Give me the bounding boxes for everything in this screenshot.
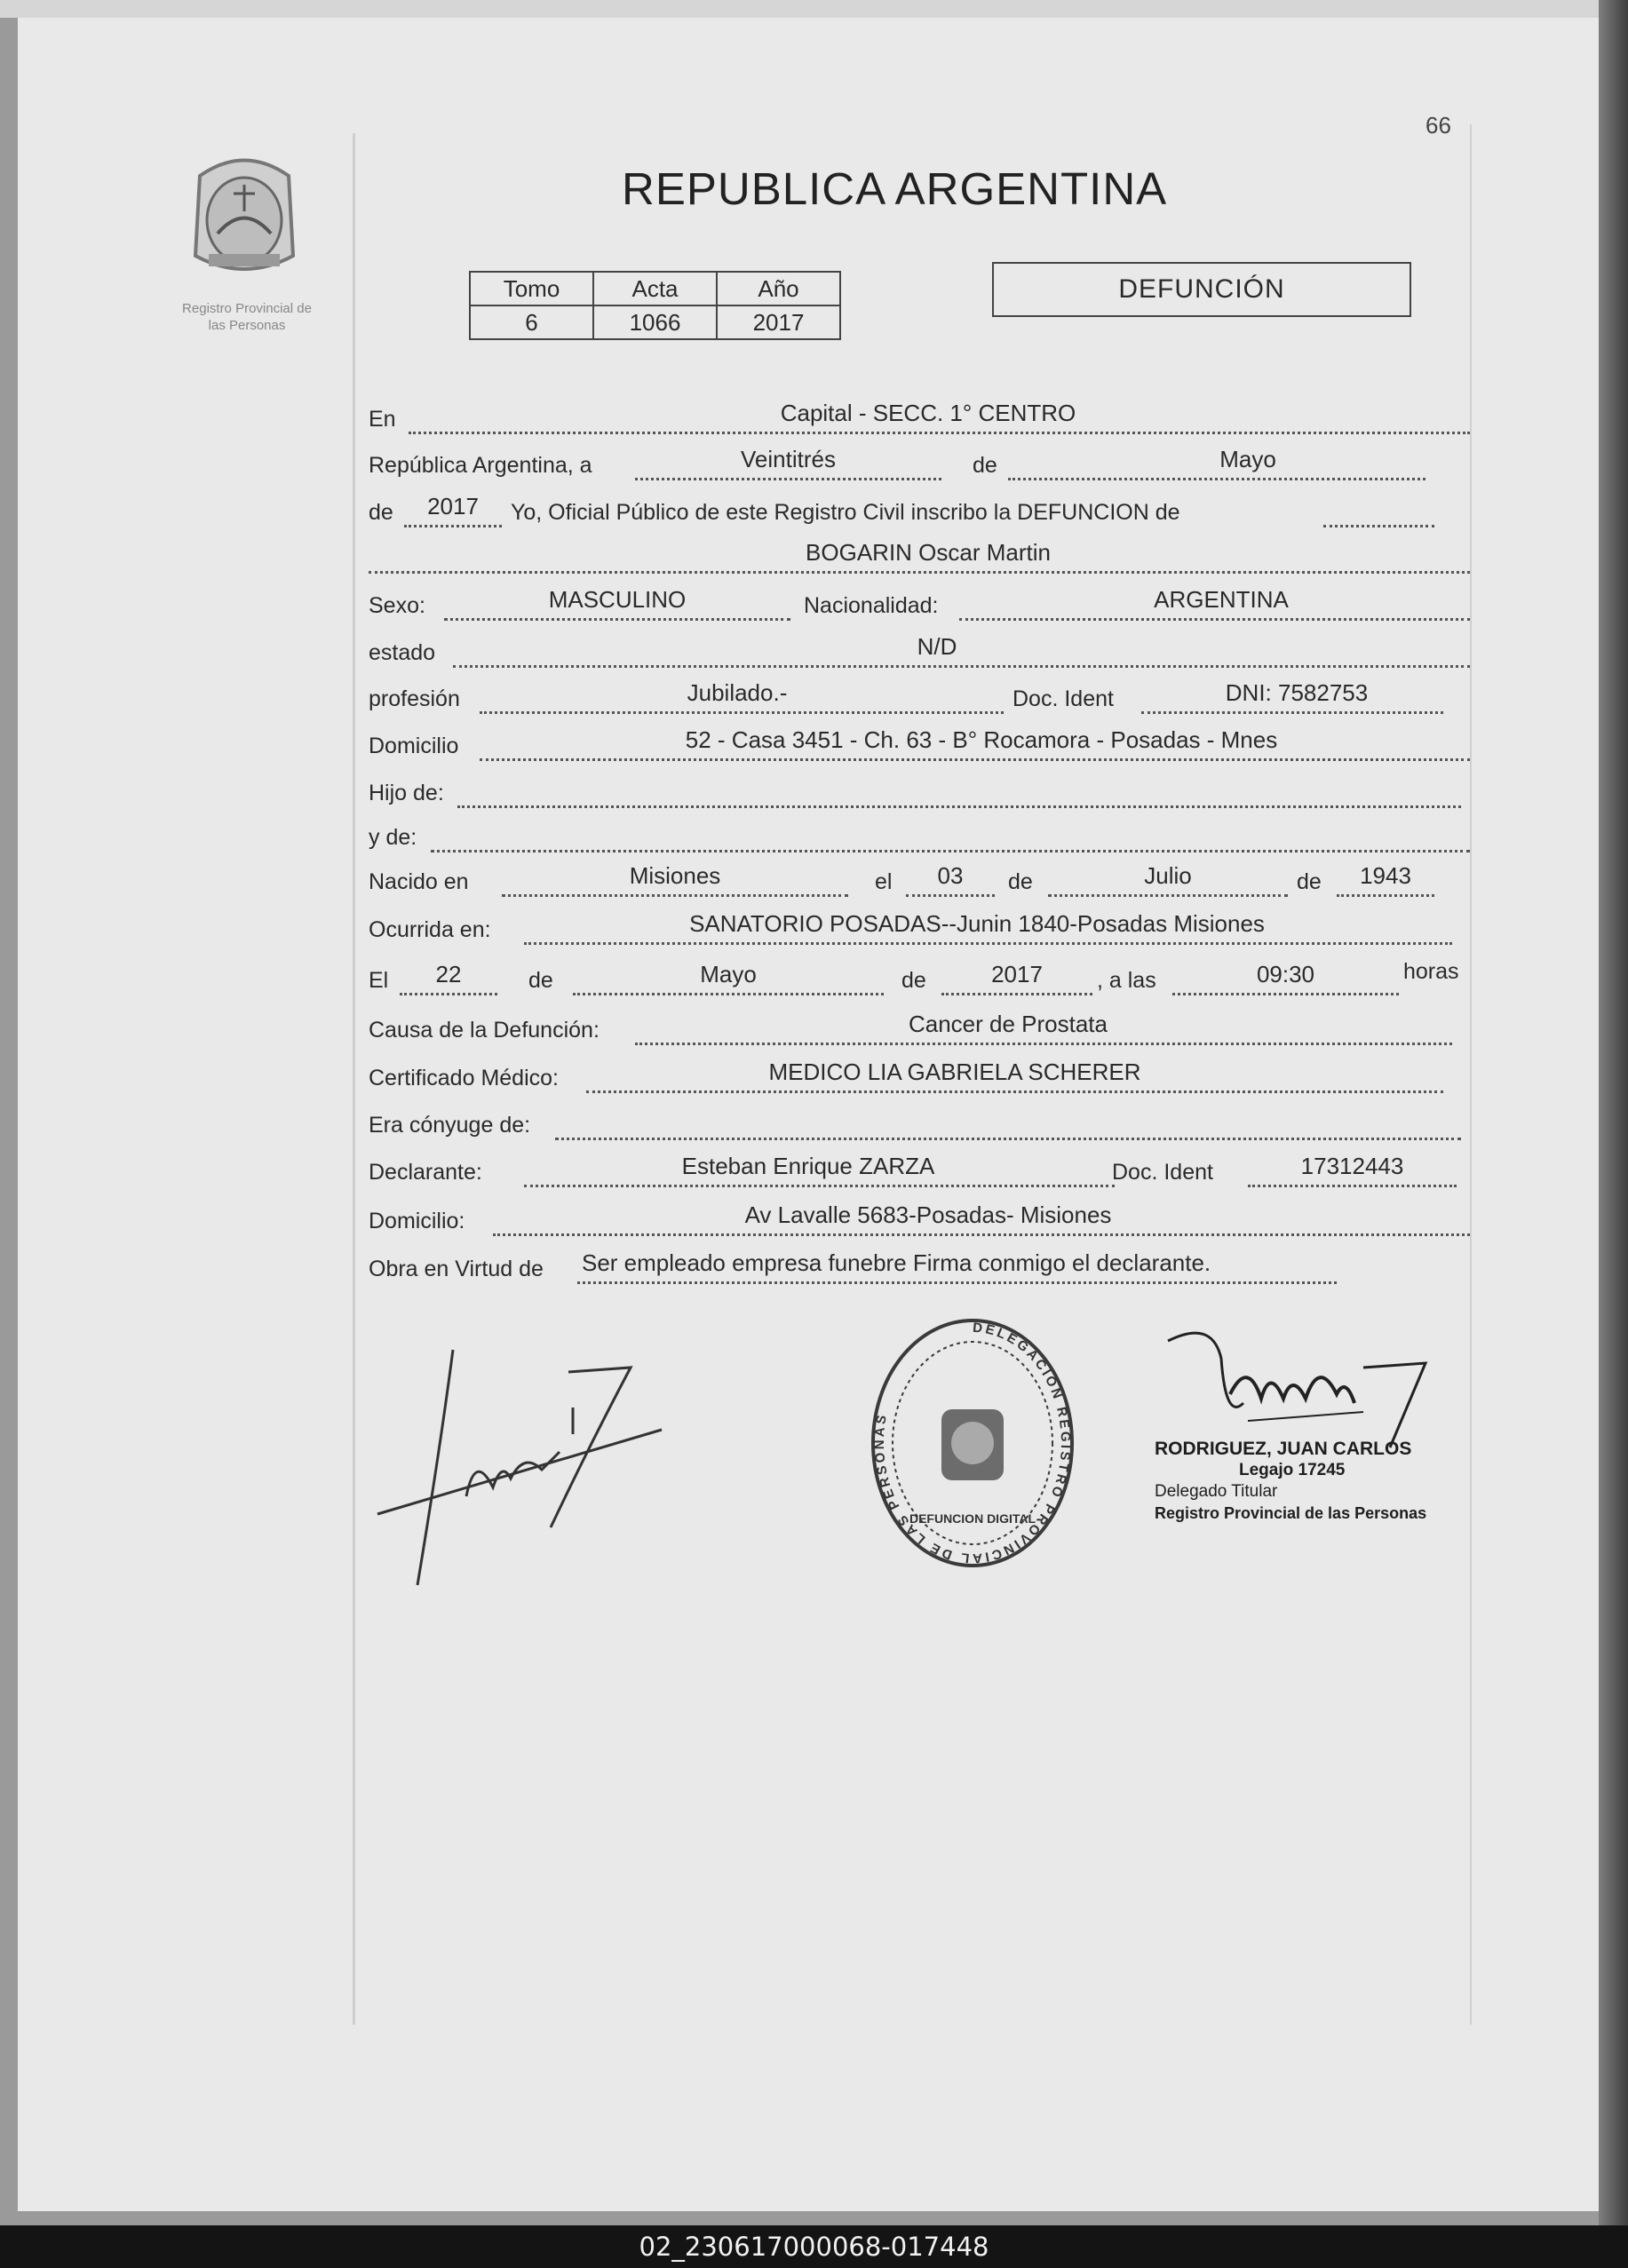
alas-label: , a las xyxy=(1097,968,1156,993)
nacionalidad-label: Nacionalidad: xyxy=(804,593,939,618)
republica-label: República Argentina, a xyxy=(369,453,592,478)
nacido-lugar-dotted-line xyxy=(502,894,848,897)
conyuge-dotted-line xyxy=(555,1138,1461,1140)
nacido-el-label: el xyxy=(875,869,893,894)
def-mes: Mayo xyxy=(700,961,757,987)
official-name: RODRIGUEZ, JUAN CARLOS xyxy=(1155,1439,1412,1459)
row-yde xyxy=(369,813,1470,858)
ocurrida-dotted-line xyxy=(524,942,1452,945)
de-label: de xyxy=(973,453,997,478)
yo-dotted-line xyxy=(1323,525,1434,527)
nacido-dia-dotted-line xyxy=(906,894,995,897)
ocurrida-value: SANATORIO POSADAS--Junin 1840-Posadas Misiones xyxy=(689,910,1265,937)
official-cargo: Delegado Titular xyxy=(1155,1482,1278,1501)
mes-value: Mayo xyxy=(1219,446,1276,472)
official-organismo: Registro Provincial de las Personas xyxy=(1155,1504,1427,1522)
scan-right-edge xyxy=(1599,0,1628,2229)
acta-header: Acta xyxy=(593,272,717,305)
issuer-caption xyxy=(149,300,345,334)
yo-texto: Yo, Oficial Público de este Registro Civil inscribo la DEFUNCION de xyxy=(511,500,1180,525)
row-sexo xyxy=(369,582,1470,626)
def-anio-dotted-line xyxy=(941,993,1092,995)
yde-label: y de: xyxy=(369,825,417,850)
declarant-signature xyxy=(369,1345,688,1594)
profesion-value: Jubilado.- xyxy=(687,679,788,706)
row-nacido xyxy=(369,858,1470,902)
row-conyuge xyxy=(369,1101,1470,1146)
doc-label: Doc. Ident xyxy=(1013,686,1114,711)
def-anio: 2017 xyxy=(991,961,1043,987)
left-margin-line xyxy=(353,133,355,2025)
record-type-box: DEFUNCIÓN xyxy=(992,262,1411,317)
row-ocurrida xyxy=(369,906,1470,950)
def-dia-dotted-line xyxy=(400,993,497,995)
nacido-label: Nacido en xyxy=(369,869,469,894)
official-stamp xyxy=(857,1310,1088,1585)
issuer-caption-line-1: Registro Provincial de xyxy=(182,301,312,316)
horas-label: horas xyxy=(1403,959,1459,984)
row-domicilio xyxy=(369,722,1470,766)
decl-domicilio-label: Domicilio: xyxy=(369,1209,465,1233)
dia-dotted-line xyxy=(635,478,941,480)
decl-doc-value: 17312443 xyxy=(1300,1153,1404,1179)
row-fecha-defuncion xyxy=(369,956,1470,1001)
declarante-value: Esteban Enrique ZARZA xyxy=(681,1153,935,1179)
tomo-value: 6 xyxy=(470,305,593,339)
anio-value: 2017 xyxy=(717,305,840,339)
sexo-value: MASCULINO xyxy=(548,586,687,613)
decl-domicilio-dotted-line xyxy=(493,1233,1470,1236)
official-legajo: Legajo 17245 xyxy=(1239,1461,1346,1479)
en-label: En xyxy=(369,407,396,432)
row-hijo xyxy=(369,769,1470,813)
estado-value: N/D xyxy=(917,633,957,660)
yde-dotted-line xyxy=(431,850,1470,852)
certificado-value: MEDICO LIA GABRIELA SCHERER xyxy=(768,1059,1141,1085)
estado-dotted-line xyxy=(453,665,1470,668)
document-title: REPUBLICA ARGENTINA xyxy=(622,163,1168,214)
causa-label: Causa de la Defunción: xyxy=(369,1018,600,1043)
certificado-dotted-line xyxy=(586,1090,1443,1093)
domicilio-dotted-line xyxy=(480,758,1470,761)
row-profesion xyxy=(369,675,1470,719)
mes-dotted-line xyxy=(1008,478,1425,480)
nombre-dotted-line xyxy=(369,571,1470,574)
anio-label: de xyxy=(369,500,393,525)
anio-value: 2017 xyxy=(427,493,479,519)
nacido-anio-dotted-line xyxy=(1337,894,1434,897)
row-anio xyxy=(369,488,1470,533)
estado-label: estado xyxy=(369,640,436,665)
decl-doc-dotted-line xyxy=(1248,1185,1457,1187)
sexo-dotted-line xyxy=(444,618,790,621)
provincial-coat-of-arms xyxy=(182,149,306,281)
row-declarante xyxy=(369,1148,1470,1193)
nacido-lugar: Misiones xyxy=(629,862,721,889)
acta-value: 1066 xyxy=(593,305,717,339)
certificado-label: Certificado Médico: xyxy=(369,1066,559,1090)
decl-domicilio-value: Av Lavalle 5683-Posadas- Misiones xyxy=(744,1201,1112,1228)
nacido-anio: 1943 xyxy=(1360,862,1411,889)
sexo-label: Sexo: xyxy=(369,593,425,618)
row-en xyxy=(369,395,1470,440)
row-nombre xyxy=(369,535,1470,579)
def-dia: 22 xyxy=(435,961,462,987)
record-reference-table xyxy=(469,271,841,340)
right-margin-line xyxy=(1470,124,1472,2025)
nacido-mes-dotted-line xyxy=(1048,894,1288,897)
def-hora: 09:30 xyxy=(1256,961,1315,987)
scan-top-edge xyxy=(0,0,1628,18)
def-mes-dotted-line xyxy=(573,993,884,995)
file-id: 02_230617000068-017448 xyxy=(0,2225,1628,2268)
hijo-label: Hijo de: xyxy=(369,781,444,805)
def-de1-label: de xyxy=(528,968,553,993)
nacido-mes: Julio xyxy=(1144,862,1192,889)
declarante-dotted-line xyxy=(524,1185,1115,1187)
conyuge-label: Era cónyuge de: xyxy=(369,1113,531,1138)
declarante-label: Declarante: xyxy=(369,1160,482,1185)
row-obra xyxy=(369,1245,1470,1289)
official-block xyxy=(1155,1439,1426,1524)
row-estado xyxy=(369,629,1470,673)
ocurrida-label: Ocurrida en: xyxy=(369,917,491,942)
anio-dotted-line xyxy=(404,525,502,527)
def-de2-label: de xyxy=(901,968,926,993)
profesion-label: profesión xyxy=(369,686,460,711)
nacido-de1-label: de xyxy=(1008,869,1033,894)
page-number: 66 xyxy=(1425,112,1451,139)
causa-value: Cancer de Prostata xyxy=(908,1011,1108,1037)
doc-value: DNI: 7582753 xyxy=(1225,679,1369,706)
def-hora-dotted-line xyxy=(1172,993,1399,995)
nacido-dia: 03 xyxy=(937,862,964,889)
obra-value: Ser empleado empresa funebre Firma conmigo el declarante. xyxy=(582,1249,1211,1276)
dia-palabras: Veintitrés xyxy=(741,446,836,472)
causa-dotted-line xyxy=(635,1043,1452,1045)
anio-header: Año xyxy=(717,272,840,305)
row-fecha-inscripcion xyxy=(369,441,1470,486)
row-certificado xyxy=(369,1054,1470,1098)
stamp-inner-text: DEFUNCION DIGITAL xyxy=(909,1511,1036,1526)
hijo-dotted-line xyxy=(457,805,1461,808)
domicilio-label: Domicilio xyxy=(369,734,459,758)
issuer-caption-line-2: las Personas xyxy=(208,318,286,333)
en-value: Capital - SECC. 1° CENTRO xyxy=(780,400,1076,426)
nacionalidad-dotted-line xyxy=(959,618,1470,621)
domicilio-value: 52 - Casa 3451 - Ch. 63 - B° Rocamora - Posadas - Mnes xyxy=(685,726,1278,753)
decl-doc-label: Doc. Ident xyxy=(1112,1160,1213,1185)
nacido-de2-label: de xyxy=(1297,869,1322,894)
el2-label: El xyxy=(369,968,389,993)
obra-label: Obra en Virtud de xyxy=(369,1257,544,1281)
row-decl-domicilio xyxy=(369,1197,1470,1241)
tomo-header: Tomo xyxy=(470,272,593,305)
profesion-dotted-line xyxy=(480,711,1004,714)
en-dotted-line xyxy=(409,432,1470,434)
doc-dotted-line xyxy=(1141,711,1443,714)
obra-dotted-line xyxy=(577,1281,1337,1284)
row-causa xyxy=(369,1006,1470,1051)
stamp-ring-text: DELEGACION REGISTRO PROVINCIAL DE LAS PERSONAS xyxy=(871,1320,1074,1566)
nombre-value: BOGARIN Oscar Martin xyxy=(806,539,1051,566)
nacionalidad-value: ARGENTINA xyxy=(1154,586,1289,613)
